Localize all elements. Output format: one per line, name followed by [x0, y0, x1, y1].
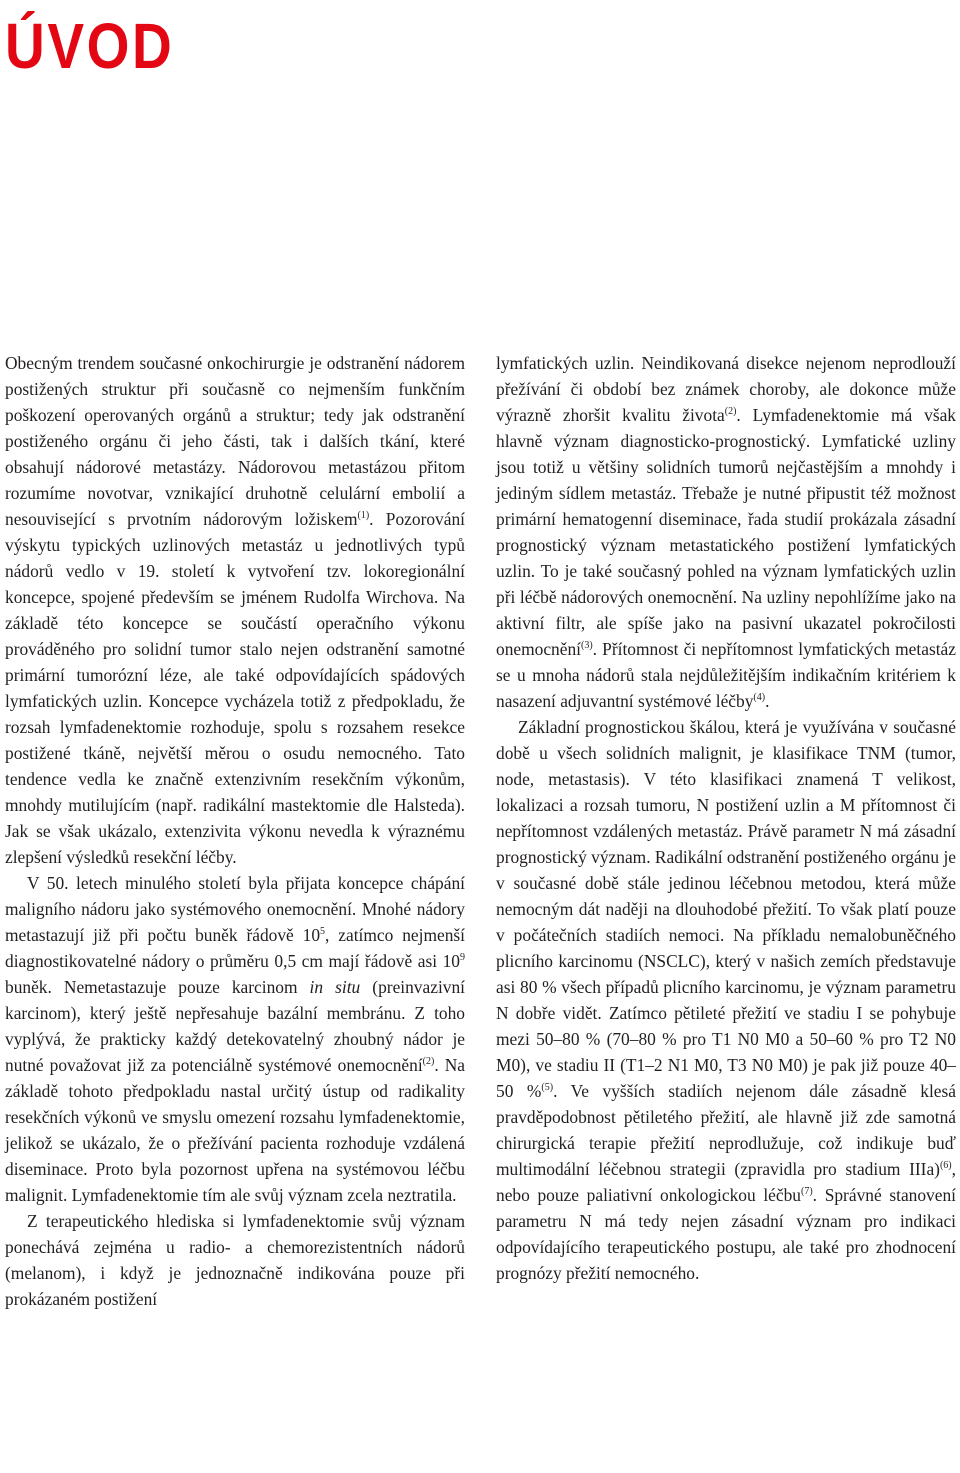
text-run: , zatímco nejmenší diagnostikovatelné nádory o průměru 0,5 cm mají řádově asi 10: [5, 925, 465, 971]
citation: (2): [422, 1056, 435, 1067]
right-column: [496, 350, 956, 1286]
text-run: . Správné stanovení parametru N má tedy nejen zásadní význam pro indikaci odpovídajícího terapeutického postupu, ale také pro zhodnocení prognózy přežití nemocného.: [496, 1185, 956, 1283]
paragraph: [5, 870, 465, 1208]
text-run: .: [765, 691, 770, 711]
text-run: V 50. letech minulého století byla přijata koncepce chápání maligního nádoru jako systémového onemocnění. Mnohé nádory metastazují již při počtu buněk řádově 10: [5, 873, 465, 945]
text-run: Obecným trendem současné onkochirurgie je odstranění nádorem postižených struktur při současně co nejmenším funkčním poškození operovaných orgánů a struktur; tedy jak odstranění postiženého orgánu či jeho části, tak i dalších tkání, které obsahují nádorové metastázy. Nádorovou metastázou přitom rozumíme novotvar, vznikající druhotně celulární embolií a nesouvisející s prvotním nádorovým ložiskem: [5, 353, 465, 529]
citation: (2): [724, 406, 737, 417]
citation: (3): [581, 640, 593, 651]
citation: (5): [541, 1082, 554, 1093]
text-run: . Lymfadenektomie má však hlavně význam diagnosticko-prognostický. Lymfatické uzliny jsou totiž u většiny solidních tumorů nejčastějším a mnohdy i jediným sídlem metastáz. Třebaže je nutné připustit též možnost primární hematogenní diseminace, řada studií prokázala zásadní prognostický význam metastatického postižení lymfatických uzlin. To je také současný pohled na význam lymfatických uzlin při léčbě nádorových onemocnění. Na uzliny nepohlížíme jako na aktivní filtr, ale spíše jako na pasivní ukazatel pokročilosti onemocnění: [496, 405, 956, 659]
citation: (7): [801, 1186, 813, 1197]
paragraph: [496, 714, 956, 1286]
paragraph: [5, 350, 465, 870]
exponent: 9: [460, 952, 465, 963]
citation: (6): [939, 1160, 952, 1171]
exponent: 5: [320, 926, 326, 937]
text-run: . Ve vyšších stadiích nejenom dále zásadně klesá pravděpodobnost pětiletého přežití, ale hlavně již zde samotná chirurgická terapie přežití neprodlužuje, což indikuje buď multimodální léčebnou strategii (zpravidla pro stadium IIIa): [496, 1081, 956, 1179]
paragraph: [496, 350, 956, 714]
text-run: buněk. Nemetastazuje pouze karcinom: [5, 977, 310, 997]
italic-term: in situ: [309, 977, 361, 997]
page-title: ÚVOD: [5, 10, 175, 82]
text-run: lymfatických uzlin. Neindikovaná disekce nejenom neprodlouží přežívání či období bez známek choroby, ale dokonce může výrazně zhoršit kvalitu života: [496, 353, 956, 425]
text-run: , nebo pouze paliativní onkologickou léčbu: [496, 1159, 956, 1205]
citation: (4): [753, 692, 766, 703]
text-run: (preinvazivní karcinom), který ještě nepřesahuje bazální membránu. Z toho vyplývá, že prakticky každý detekovatelný zhoubný nádor je nutné považovat již za potenciálně systémové onemocnění: [5, 977, 465, 1075]
text-run: . Pozorování výskytu typických uzlinových metastáz u jednotlivých typů nádorů vedlo v 19. století k vytvoření tzv. lokoregionální koncepce, spojené především se jménem Rudolfa Wirchova. Na základě této koncepce se součástí operačního výkonu prováděného pro solidní tumor stalo nejen odstranění samotné primární tumorózní léze, ale také odpovídajících spádových lymfatických uzlin. Koncepce vycházela totiž z předpokladu, že rozsah lymfadenektomie rozhoduje, spolu s rozsahem resekce postižené tkáně, největší měrou o osudu nemocného. Tato tendence vedla ke značně extenzivním resekčním výkonům, mnohdy mutilujícím (např. radikální mastektomie dle Halsteda). Jak se však ukázalo, extenzivita výkonu nevedla k výraznému zlepšení výsledků resekční léčby.: [5, 509, 466, 867]
citation: (1): [357, 510, 370, 521]
text-run: . Na základě tohoto předpokladu nastal určitý ústup od radikality resekčních výkonů ve smyslu omezení rozsahu lymfadenektomie, jelikož se ukázalo, že o přežívání pacienta rozhoduje vzdálená diseminace. Proto byla pozornost upřena na systémovou léčbu malignit. Lymfadenektomie tím ale svůj význam zcela neztratila.: [5, 1055, 465, 1205]
paragraph: Z terapeutického hlediska si lymfadenektomie svůj význam ponechává zejména u radio- a chemorezistentních nádorů (melanom), i když je jednoznačně indikována pouze při prokázaném postižení: [5, 1211, 465, 1309]
text-run: . Přítomnost či nepřítomnost lymfatických metastáz se u mnoha nádorů stala nejdůležitějším indikačním kritériem k nasazení adjuvantní systémové léčby: [496, 639, 956, 711]
left-column: [5, 350, 465, 1312]
text-run: Základní prognostickou škálou, která je využívána v současné době u všech solidních malignit, je klasifikace TNM (tumor, node, metastasis). V této klasifikaci znamená T velikost, lokalizaci a rozsah tumoru, N postižení uzlin a M přítomnost či nepřítomnost vzdálených metastáz. Právě parametr N má zásadní prognostický význam. Radikální odstranění postiženého orgánu je v současné době stále jedinou léčebnou metodou, která může nemocným dát naději na dlouhodobé přežití. To však platí pouze v počátečních stadiích nemoci. Na příkladu nemalobuněčného plicního karcinomu (NSCLC), který v našich zemích představuje asi 80 % všech případů plicního karcinomu, je význam parametru N dobře vidět. Zatímco pětileté přežití ve stadiu I se pohybuje mezi 50–80 % (70–80 % pro T1 N0 M0 a 50–60 % pro T2 N0 M0), ve stadiu II (T1–2 N1 M0, T3 N0 M0) je pak již pouze 40–50 %: [496, 717, 956, 1101]
